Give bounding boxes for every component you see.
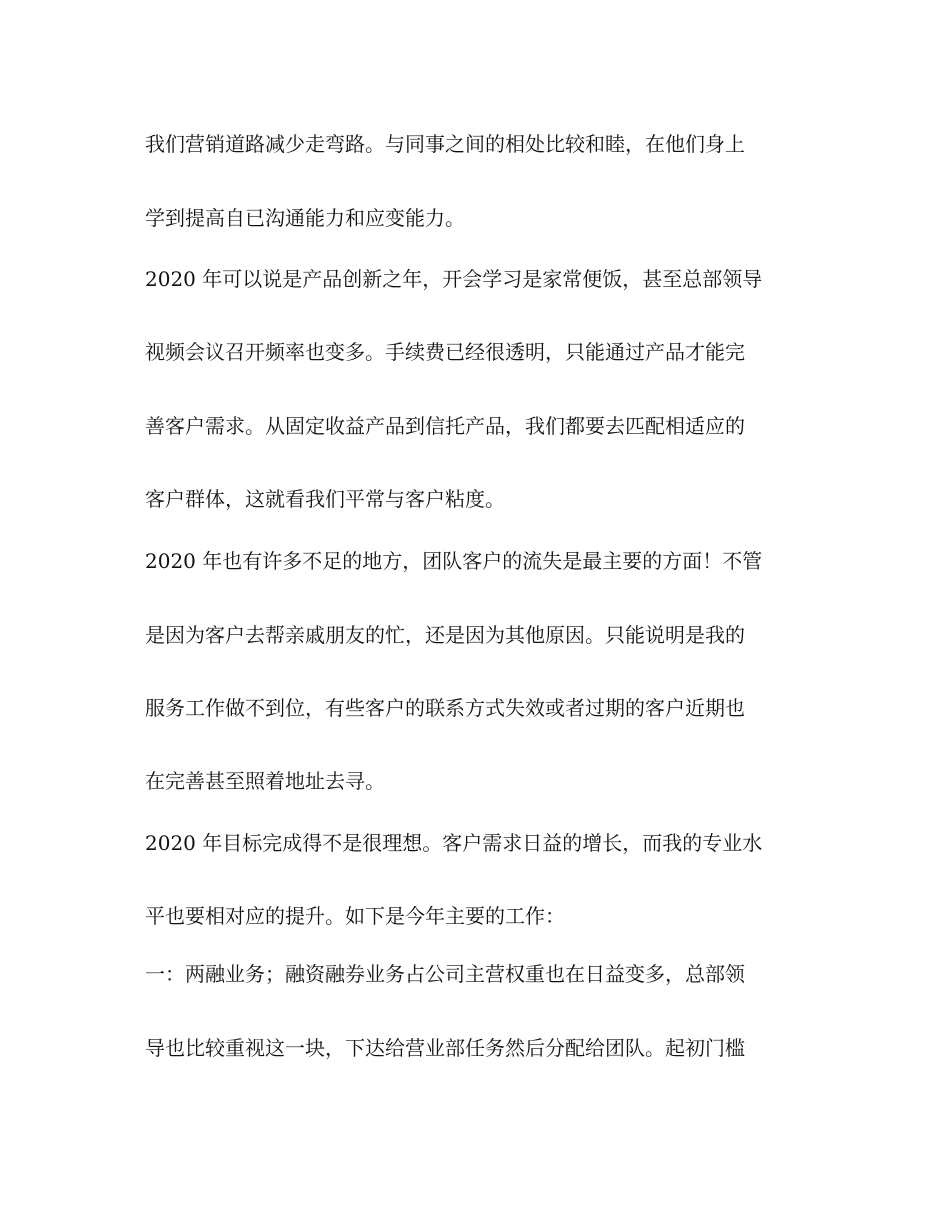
- text-line: 平也要相对应的提升。如下是今年主要的工作：: [145, 904, 565, 928]
- text-line: 2020 年可以说是产品创新之年，开会学习是家常便饭，甚至总部领导: [145, 267, 763, 291]
- text-line: 一：两融业务；融资融券业务占公司主营权重也在日益变多，总部领: [145, 962, 745, 986]
- text-line: 2020 年也有许多不足的地方，团队客户的流失是最主要的方面！不管: [145, 549, 763, 573]
- text-line: 2020 年目标完成得不是很理想。客户需求日益的增长，而我的专业水: [145, 831, 763, 855]
- text-line: 善客户需求。从固定收益产品到信托产品，我们都要去匹配相适应的: [145, 414, 745, 438]
- text-line: 服务工作做不到位，有些客户的联系方式失效或者过期的客户近期也: [145, 696, 745, 720]
- text-line: 视频会议召开频率也变多。手续费已经很透明，只能通过产品才能完: [145, 340, 745, 364]
- text-line: 在完善甚至照着地址去寻。: [145, 769, 385, 793]
- text-line: 导也比较重视这一块，下达给营业部任务然后分配给团队。起初门槛: [145, 1036, 745, 1060]
- text-line: 是因为客户去帮亲戚朋友的忙，还是因为其他原因。只能说明是我的: [145, 623, 745, 647]
- text-line: 我们营销道路减少走弯路。与同事之间的相处比较和睦，在他们身上: [145, 132, 745, 156]
- text-line: 学到提高自已沟通能力和应变能力。: [145, 206, 465, 230]
- text-line: 客户群体，这就看我们平常与客户粘度。: [145, 487, 505, 511]
